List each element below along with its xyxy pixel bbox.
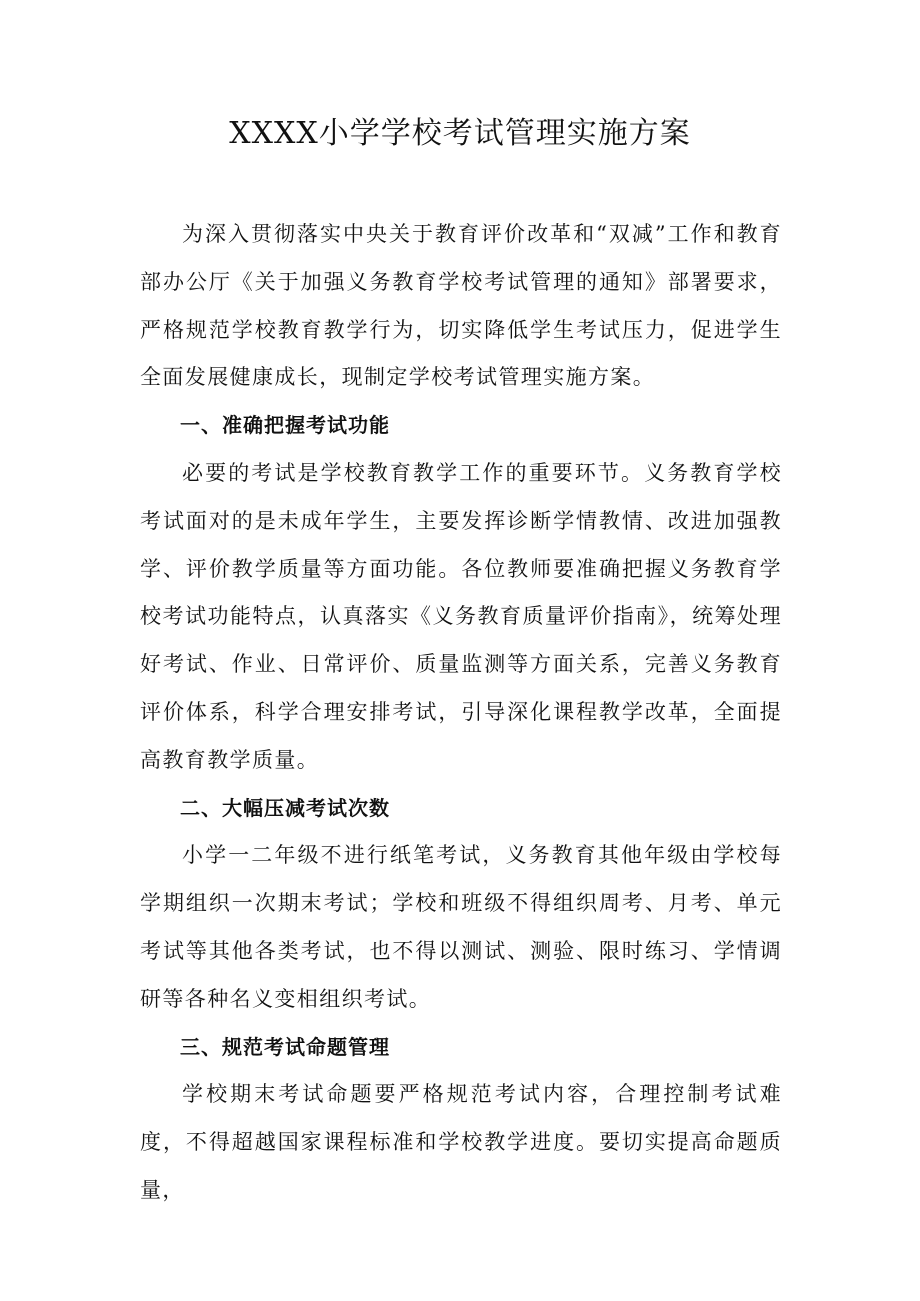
section-paragraph-3: 学校期末考试命题要严格规范考试内容，合理控制考试难度，不得超越国家课程标准和学校教学进度。要切实提高命题质量， [140,1082,782,1202]
section-heading-1: 一、准确把握考试功能 [180,413,390,438]
document-title: XXXX小学学校考试管理实施方案 [229,116,691,151]
section-paragraph-1: 必要的考试是学校教育教学工作的重要环节。义务教育学校考试面对的是未成年学生，主要发挥诊断学情教情、改进加强教学、评价教学质量等方面功能。各位教师要准确把握义务教育学校考试功能特点，认真落实《义务教育质量评价指南》，统筹处理好考试、作业、日常评价、质量监测等方面关系，完善义务教育评价体系，科学合理安排考试，引导深化课程教学改革，全面提高教育教学质量。 [140,460,782,772]
section-heading-2: 二、大幅压减考试次数 [180,795,390,820]
document-body [140,211,782,1215]
intro-paragraph: 为深入贯彻落实中央关于教育评价改革和“双减”工作和教育部办公厅《关于加强义务教育学校考试管理的通知》部署要求，严格规范学校教育教学行为，切实降低学生考试压力，促进学生全面发展健康成长，现制定学校考试管理实施方案。 [140,222,782,390]
section-heading-3: 三、规范考试命题管理 [180,1034,390,1059]
section-paragraph-2: 小学一二年级不进行纸笔考试，义务教育其他年级由学校每学期组织一次期末考试；学校和班级不得组织周考、月考、单元考试等其他各类考试，也不得以测试、测验、限时练习、学情调研等各种名义变相组织考试。 [140,843,782,1011]
